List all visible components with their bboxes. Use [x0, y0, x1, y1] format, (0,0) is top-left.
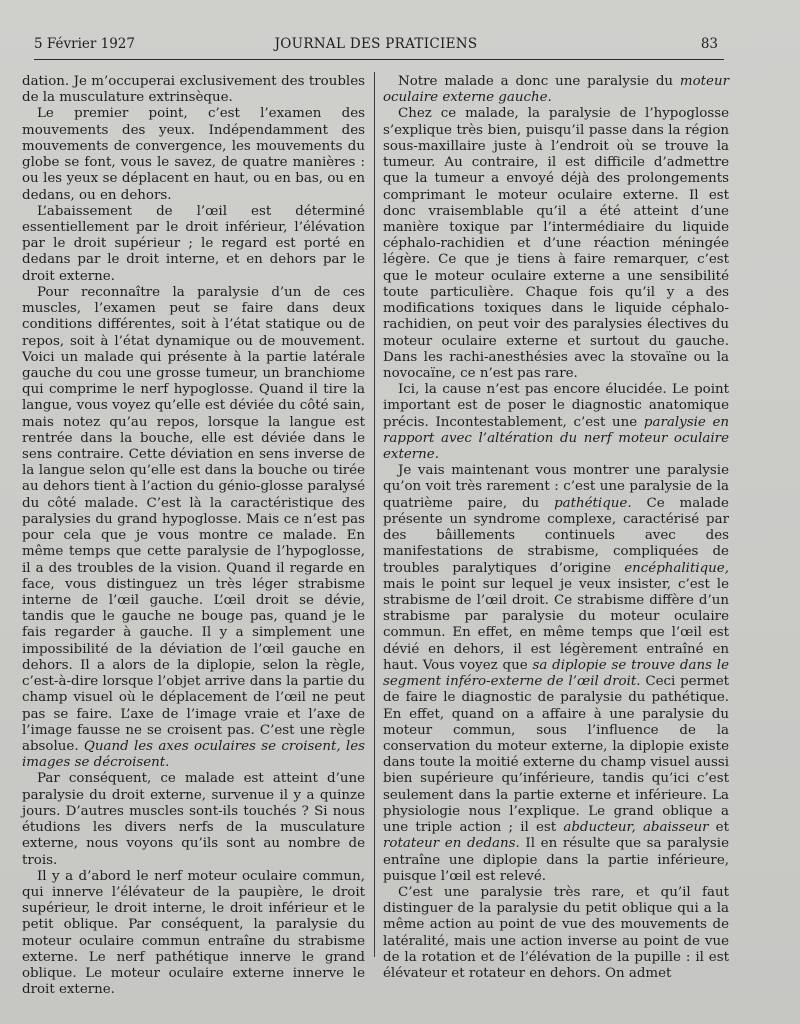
right-p1-text: Notre malade a donc une paralysie du	[398, 74, 680, 89]
right-p3-italic: paralysie en rapport avec l’altération du nerf moteur oculaire externe.	[383, 414, 730, 463]
right-p4-italic-5: rotateur en dedans.	[383, 836, 520, 852]
right-paragraph-3	[383, 382, 729, 463]
right-paragraph-5: C’est une paralysie très rare, et qu’il faut distinguer de la paralysie du petit oblique qui a la même action au point de vue des mouvements de latéralité, mais une action inverse au point de vue de la rotation et de l’élévation de la pupille : il est élévateur et rotateur en dehors. On admet	[383, 884, 729, 982]
left-paragraph-4	[22, 285, 365, 772]
page-number: 83	[700, 36, 718, 52]
header-journal-title: JOURNAL DES PRATICIENS	[274, 36, 478, 52]
left-paragraph-2: Le premier point, c’est l’examen des mouvements des yeux. Indépendamment des mouvements de convergence, les mouvements du globe se font, vous le savez, de quatre manières : ou les yeux se déplacent en haut, ou en bas, ou en dedans, ou en dehors.	[22, 106, 365, 203]
left-paragraph-3: L’abaissement de l’œil est déterminé essentiellement par le droit inférieur, l’élévation par le droit supérieur ; le regard est porté en dedans par le droit interne, et en dehors par le droit externe.	[22, 203, 365, 284]
right-p4-text-f: Il en résulte que sa paralysie entraîne une diplopie dans la partie inférieure, puisque l’œil est relevé.	[383, 836, 729, 884]
right-paragraph-4	[383, 463, 729, 885]
left-paragraph-1: dation. Je m’occuperai exclusivement des troubles de la musculature extrinsèque.	[22, 74, 365, 106]
right-p4-italic-1: pathétique.	[554, 495, 632, 511]
right-column	[383, 74, 729, 982]
header-rule	[34, 59, 724, 60]
right-p4-italic-4: abducteur, abaisseur	[563, 820, 709, 836]
right-p4-text-e: et	[708, 820, 729, 836]
right-paragraph-1	[383, 74, 729, 106]
right-p3-text: Ici, la cause n’est pas encore élucidée. Le point important est de poser le diagnostic anatomique précis. Incontestablement, c’est une	[383, 382, 729, 430]
right-p4-italic-3: sa diplopie se trouve dans le segment inféro-externe de l’œil droit.	[383, 657, 730, 690]
right-p4-text-d: Ceci permet de faire le diagnostic de paralysie du pathétique. En effet, quand on a affaire à une paralysie du moteur commun, sous l’influence de la conservation du moteur externe, la diplopie existe dans toute la moitié externe du champ visuel aussi bien supérieure qu’inférieure, tandis qu’ici c’est seulement dans la partie externe et inférieure. La physiologie nous l’explique. Le grand oblique a une triple action ; il est	[383, 674, 729, 836]
left-paragraph-4-text: Pour reconnaître la paralysie d’un de ces muscles, l’examen peut se faire dans deux conditions différentes, soit à l’état statique ou de repos, soit à l’état dynamique ou de mouvement. Voici un malade qui présente à la partie latérale gauche du cou une grosse tumeur, un branchiome qui comprime le nerf hypoglosse. Quand il tire la langue, vous voyez qu’elle est déviée du côté sain, mais notez qu’au repos, lorsque la langue est rentrée dans la bouche, elle est déviée dans le sens contraire. Cette déviation en sens inverse de la langue selon qu’elle est dans la bouche ou tirée au dehors tient à l’action du génio-glosse paralysé du côté malade. C’est là la caractéristique des paralysies du grand hypoglosse. Mais ce n’est pas pour cela que je vous montre ce malade. En même temps que cette paralysie de l’hypoglosse, il a des troubles de la vision. Quand il regarde en face, vous distinguez un très léger strabisme interne de l’œil gauche. L’œil droit se dévie, tandis que le gauche ne bouge pas, quand je le fais regarder à gauche. Il y a simplement une impossibilité de la déviation de l’œil gauche en dehors. Il a alors de la diplopie, selon la règle, c’est-à-dire lorsque l’objet arrive dans la partie du champ visuel où le déplacement de l’œil ne peut pas se faire. L’axe de l’image vraie et l’axe de l’image fausse ne se croisent pas. C’est une règle absolue.	[22, 284, 365, 754]
right-paragraph-2: Chez ce malade, la paralysie de l’hypoglosse s’explique très bien, puisqu’il passe dans la région sous-maxillaire juste à l’endroit où se trouve la tumeur. Au contraire, il est difficile d’admettre que la tumeur a envoyé déjà des prolongements comprimant le moteur oculaire externe. Il est donc vraisemblable qu’il a été atteint d’une manière toxique par l’intermédiaire du liquide céphalo-rachidien et d’une réaction méningée légère. Ce que je tiens à faire remarquer, c’est que le moteur oculaire externe a une sensibilité toute particulière. Chaque fois qu’il y a des modifications toxiques dans le liquide céphalo-rachidien, on peut voir des paralysies électives du moteur oculaire externe et surtout du gauche. Dans les rachi-anesthésies avec la stovaïne ou la novocaïne, ce n’est pas rare.	[383, 106, 729, 381]
running-header	[34, 36, 718, 56]
left-paragraph-5: Par conséquent, ce malade est atteint d’une paralysie du droit externe, survenue il y a quinze jours. D’autres muscles sont-ils touchés ? Si nous étudions les divers nerfs de la musculature externe, nous voyons qu’ils sont au nombre de trois.	[22, 771, 365, 868]
right-p4-text-c: mais le point sur lequel je veux insister, c’est le strabisme de l’œil droit. Ce strabisme diffère d’un strabisme par paralysie du moteur oculaire commun. En effet, en même temps que l’œil est dévié en dehors, il est légèrement entraîné en haut. Vous voyez que	[383, 576, 729, 673]
right-p1-italic: moteur oculaire externe gauche.	[383, 74, 729, 106]
left-column	[22, 74, 365, 998]
right-p4-text-b: Ce malade présente un syndrome complexe, caractérisé par des bâillements continuels avec des manifestations de strabisme, compliquées de troubles paralytiques d’origine	[383, 495, 729, 576]
left-paragraph-6: Il y a d’abord le nerf moteur oculaire commun, qui innerve l’élévateur de la paupière, le droit supérieur, le droit interne, le droit inférieur et le petit oblique. Par conséquent, la paralysie du moteur oculaire commun entraîne du strabisme externe. Le nerf pathétique innerve le grand oblique. Le moteur oculaire externe innerve le droit externe.	[22, 868, 365, 998]
column-divider	[374, 72, 375, 957]
header-date: 5 Février 1927	[34, 36, 135, 52]
right-p4-text-a: Je vais maintenant vous montrer une paralysie qu’on voit très rarement : c’est une paralysie de la quatrième paire, du	[383, 463, 729, 511]
left-paragraph-4-italic: Quand les axes oculaires se croisent, les images se décroisent.	[22, 738, 366, 771]
right-p4-italic-2: encéphalitique,	[624, 560, 729, 576]
